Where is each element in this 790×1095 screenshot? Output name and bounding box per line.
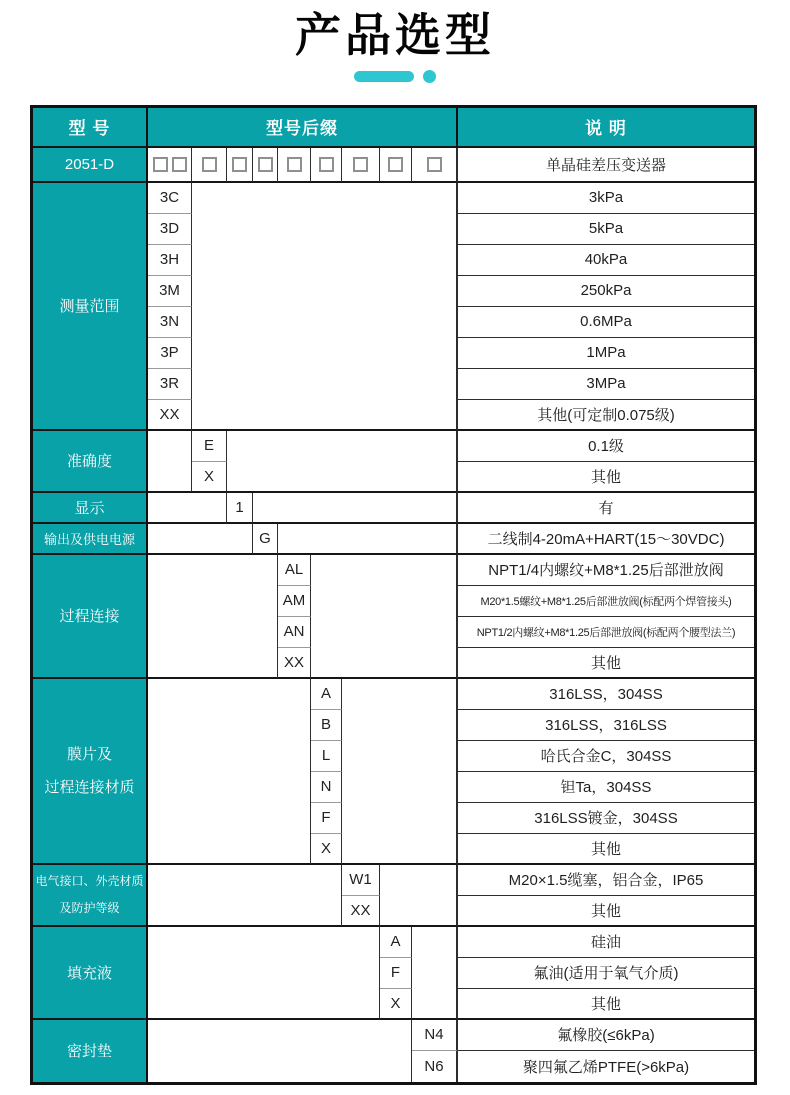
option-description: 氟油(适用于氧气介质)	[458, 958, 754, 989]
option-code: 3R	[148, 369, 192, 400]
placeholder-box-icon	[319, 157, 334, 172]
section-label-process-connection: 过程连接	[33, 555, 148, 679]
option-code: 3D	[148, 214, 192, 245]
option-code: 3M	[148, 276, 192, 307]
empty-cell	[148, 524, 253, 555]
option-description: 其他	[458, 834, 754, 865]
placeholder-box-icon	[388, 157, 403, 172]
option-code: XX	[342, 896, 380, 927]
option-code: E	[192, 431, 227, 462]
option-code: AN	[278, 617, 311, 648]
option-description: 3MPa	[458, 369, 754, 400]
placeholder-box-icon	[153, 157, 168, 172]
header-description: 说 明	[458, 108, 754, 148]
option-description: 3kPa	[458, 183, 754, 214]
section-label-display: 显示	[33, 493, 148, 524]
option-description: 钽Ta，304SS	[458, 772, 754, 803]
suffix-box-cell	[227, 148, 253, 183]
option-description: NPT1/2内螺纹+M8*1.25后部泄放阀(标配两个腰型法兰)	[458, 617, 754, 648]
option-description: 二线制4-20mA+HART(15～30VDC)	[458, 524, 754, 555]
option-description: 0.6MPa	[458, 307, 754, 338]
title-underline-bar	[354, 71, 414, 82]
option-code: A	[380, 927, 412, 958]
option-code: 1	[227, 493, 253, 524]
option-description: 其他	[458, 648, 754, 679]
header-suffix: 型号后缀	[148, 108, 458, 148]
placeholder-box-icon	[172, 157, 187, 172]
option-code: AM	[278, 586, 311, 617]
section-label-line2: 及防护等级	[59, 900, 120, 915]
option-description: 316LSS，304SS	[458, 679, 754, 710]
option-code: X	[380, 989, 412, 1020]
option-description: 硅油	[458, 927, 754, 958]
title-underline-dot	[423, 70, 436, 83]
option-code: 3N	[148, 307, 192, 338]
title-underline	[0, 70, 790, 83]
option-description: 其他(可定制0.075级)	[458, 400, 754, 431]
option-description: 其他	[458, 462, 754, 493]
option-description: NPT1/4内螺纹+M8*1.25后部泄放阀	[458, 555, 754, 586]
empty-cell	[148, 431, 192, 493]
section-label-line1: 电气接口、外壳材质	[35, 874, 144, 889]
title-block	[0, 0, 790, 83]
option-code: X	[311, 834, 342, 865]
empty-cell	[380, 865, 458, 927]
section-label-fill-fluid: 填充液	[33, 927, 148, 1020]
suffix-box-cell	[192, 148, 227, 183]
section-label-seal-gasket: 密封垫	[33, 1020, 148, 1082]
section-label-accuracy: 准确度	[33, 431, 148, 493]
option-description: 哈氏合金C，304SS	[458, 741, 754, 772]
option-description: 316LSS，316LSS	[458, 710, 754, 741]
option-description: 聚四氟乙烯PTFE(>6kPa)	[522, 1058, 690, 1076]
empty-cell	[412, 927, 458, 1020]
option-code: B	[311, 710, 342, 741]
empty-cell	[148, 927, 380, 1020]
placeholder-box-icon	[258, 157, 273, 172]
empty-cell	[311, 555, 458, 679]
section-label-line1: 膜片及	[66, 745, 112, 763]
section-label-output-power: 输出及供电电源	[33, 524, 148, 555]
option-description: 其他	[458, 989, 754, 1020]
option-code: N	[311, 772, 342, 803]
placeholder-box-icon	[202, 157, 217, 172]
option-description: M20*1.5螺纹+M8*1.25后部泄放阀(标配两个焊管接头)	[458, 586, 754, 617]
empty-cell	[148, 1020, 412, 1082]
option-description: 0.1级	[458, 431, 754, 462]
option-code: W1	[342, 865, 380, 896]
section-label-range: 测量范围	[33, 183, 148, 431]
empty-cell	[278, 524, 458, 555]
empty-cell	[148, 865, 342, 927]
option-code: L	[311, 741, 342, 772]
option-code: A	[311, 679, 342, 710]
option-description: 5kPa	[458, 214, 754, 245]
option-description: 1MPa	[458, 338, 754, 369]
product-selection-table	[30, 105, 757, 1085]
suffix-box-cell	[380, 148, 412, 183]
option-code: 3H	[148, 245, 192, 276]
suffix-box-cell	[253, 148, 278, 183]
option-code: N6	[412, 1051, 458, 1082]
placeholder-box-icon	[353, 157, 368, 172]
placeholder-box-icon	[427, 157, 442, 172]
option-code: 3C	[148, 183, 192, 214]
option-code: G	[253, 524, 278, 555]
option-code: XX	[278, 648, 311, 679]
option-code: N4	[412, 1020, 458, 1051]
option-description: 40kPa	[458, 245, 754, 276]
model-number-cell: 2051-D	[33, 148, 148, 183]
empty-cell	[192, 183, 458, 431]
placeholder-box-icon	[232, 157, 247, 172]
section-label-electrical-housing	[33, 865, 148, 927]
suffix-box-cell	[412, 148, 458, 183]
option-code: X	[192, 462, 227, 493]
empty-cell	[342, 679, 458, 865]
suffix-box-cell	[311, 148, 342, 183]
option-description: 316LSS镀金，304SS	[458, 803, 754, 834]
option-code: F	[311, 803, 342, 834]
model-description: 单晶硅差压变送器	[458, 148, 754, 183]
section-label-diaphragm-material	[33, 679, 148, 865]
suffix-box-cell	[342, 148, 380, 183]
suffix-box-cell	[278, 148, 311, 183]
suffix-box-cell	[148, 148, 192, 183]
option-code: XX	[148, 400, 192, 431]
option-code: F	[380, 958, 412, 989]
empty-cell	[148, 493, 227, 524]
option-description: M20×1.5缆塞，铝合金，IP65	[458, 865, 754, 896]
empty-cell	[227, 431, 458, 493]
page-title: 产品选型	[295, 9, 495, 61]
empty-cell	[148, 555, 278, 679]
empty-cell	[148, 679, 311, 865]
header-model: 型 号	[33, 108, 148, 148]
placeholder-box-icon	[287, 157, 302, 172]
option-description: 250kPa	[458, 276, 754, 307]
option-description: 有	[458, 493, 754, 524]
section-label-line2: 过程连接材质	[44, 778, 135, 796]
option-description: 其他	[458, 896, 754, 927]
option-description: 氟橡胶(≤6kPa)	[458, 1020, 754, 1051]
empty-cell	[253, 493, 458, 524]
option-code: AL	[278, 555, 311, 586]
option-code: 3P	[148, 338, 192, 369]
